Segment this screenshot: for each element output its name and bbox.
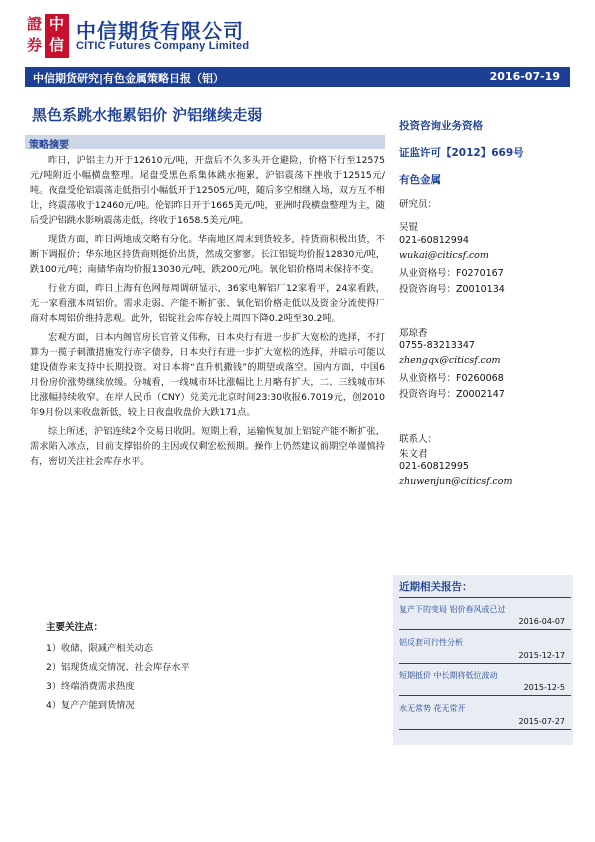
focus-item: 1）收储、限减产相关动态: [46, 643, 153, 654]
analyst-name: 吴锟: [399, 222, 419, 233]
analyst-email[interactable]: wukai@citicsf.com: [399, 250, 489, 261]
divider: [399, 695, 571, 696]
focus-item: 2）铝现货成交情况、社会库存水平: [46, 662, 190, 673]
paragraph: 现货方面，昨日两地成交略有分化。华南地区周末到货较多，持货商积极出货，不断下调报价；华东地区持货商则挺价出货，然成交寥寥。长江铝锭均价报12830元/吨，跌100元/吨；南储华南均价报13030元/吨，跌200元/吨。氧化铝价格周末保持不变。: [30, 234, 385, 275]
focus-item: 4）复产产能到货情况: [46, 700, 135, 711]
analyst-consult: 投资咨询号：Z0002147: [399, 389, 505, 400]
seal-char: 證: [27, 15, 43, 33]
analyst-cert: 从业资格号：F0260068: [399, 373, 504, 384]
analyst-cert: 从业资格号：F0270167: [399, 268, 504, 279]
researcher-label: 研究员：: [399, 199, 438, 210]
license-number: 证监许可【2012】669号: [399, 147, 524, 159]
recent-report-link[interactable]: 复产下的变局 铝价春风或已过: [399, 605, 506, 614]
paragraph: 综上所述，沪铝连续2个交易日收阴。短期上看，运输恢复加上铝锭产能不断扩张，需求陷入冰点，目前支撑铝价的主因或仅剩宏松预期。操作上仍然建议前期空单谨慎持有，密切关注社会库存水平。: [30, 426, 385, 467]
recent-report-link[interactable]: 水无常势 花无常开: [399, 704, 466, 713]
analyst-name: 郑琼香: [399, 328, 428, 339]
company-seal-logo: [25, 14, 69, 58]
summary-label: 策略摘要: [29, 140, 69, 151]
recent-reports-title: 近期相关报告：: [399, 581, 473, 593]
seal-char: 信: [49, 36, 65, 54]
summary-header: [25, 135, 385, 149]
company-name-cn: 中信期货有限公司: [76, 19, 244, 43]
recent-report-date: 2015-07-27: [518, 717, 565, 726]
body-text: [30, 153, 385, 473]
qualification-title: 投资咨询业务资格: [399, 120, 483, 132]
divider: [399, 663, 571, 664]
analyst-consult: 投资咨询号：Z0010134: [399, 284, 505, 295]
report-banner: [25, 67, 570, 87]
divider: [399, 597, 571, 598]
recent-report-link[interactable]: 短期抵价 中长期将低位波动: [399, 671, 498, 680]
seal-char: 券: [27, 36, 43, 54]
paragraph: 行业方面，昨日上海有色网每周调研显示，36家电解铝厂12家看平，24家看跌，无一家看涨本周铝价。需求走弱、产能不断扩张、氧化铝价格走低以及资金分流使得厂商对本周铝价维持悲观。此外，铝锭社会库存较上周四下降0.2吨至30.2吨。: [30, 283, 385, 324]
header-logo: [25, 14, 585, 58]
divider: [399, 629, 571, 630]
company-name-en: CITIC Futures Company Limited: [76, 40, 250, 52]
paragraph: 昨日，沪铝主力开于12610元/吨，开盘后不久多头开仓避险，价格下行至12575元/吨附近小幅横盘整理。尾盘受黑色系集体跳水拖累，沪铝震荡下挫收于12515元/吨。夜盘受伦铝震荡走低指引小幅低开于12505元/吨，随后多空相继入场，双方互不相让，终震荡收于12460元/吨。伦铝昨日开于1665美元/吨，亚洲时段横盘整理为主，随后受沪铝跳水影响震荡走低，终收于1658.5美元/吨。: [30, 155, 385, 226]
contact-email[interactable]: zhuwenjun@citicsf.com: [399, 476, 513, 487]
recent-report-date: 2015-12-5: [523, 683, 565, 692]
contact-phone: 021-60812995: [399, 461, 469, 472]
report-series: 中信期货研究|有色金属策略日报（铝）: [33, 72, 225, 85]
focus-title: 主要关注点：: [46, 622, 104, 633]
sector-label: 有色金属: [399, 174, 441, 186]
report-title: 黑色系跳水拖累铝价 沪铝继续走弱: [32, 106, 263, 124]
focus-item: 3）终端消费需求热度: [46, 681, 135, 692]
divider: [399, 729, 571, 730]
contact-name: 朱文君: [399, 449, 428, 460]
analyst-phone: 021-60812994: [399, 235, 469, 246]
analyst-phone: 0755-83213347: [399, 340, 475, 351]
seal-char: 中: [49, 15, 65, 33]
paragraph: 宏观方面，日本内阁官房长官菅义伟称，日本央行有进一步扩大宽松的选择，不打算为一揽子刺激措施发行赤字债券，日本央行有进一步扩大宽松的选择，并暗示可能以建设债券来支持中长期投资。对日本将“直升机撒钱”的期望或落空。国内方面，中国6月份房价涨势继续放缓。分城看，一线城市环比涨幅比上月略有扩大，二、三线城市环比涨幅持续收窄。在岸人民币（CNY）兑美元北京时间23:30收报6.7019元，创2010年9月份以来收盘新低，较上日夜盘收盘价大跌171点。: [30, 332, 385, 418]
recent-reports-panel: [393, 575, 573, 745]
analyst-email[interactable]: zhengqx@citicsf.com: [399, 355, 501, 366]
recent-report-date: 2016-04-07: [518, 617, 565, 626]
recent-report-link[interactable]: 铝反套可行性分析: [399, 638, 463, 647]
contact-label: 联系人：: [399, 434, 438, 445]
report-date: 2016-07-19: [489, 70, 560, 83]
recent-report-date: 2015-12-17: [518, 651, 565, 660]
